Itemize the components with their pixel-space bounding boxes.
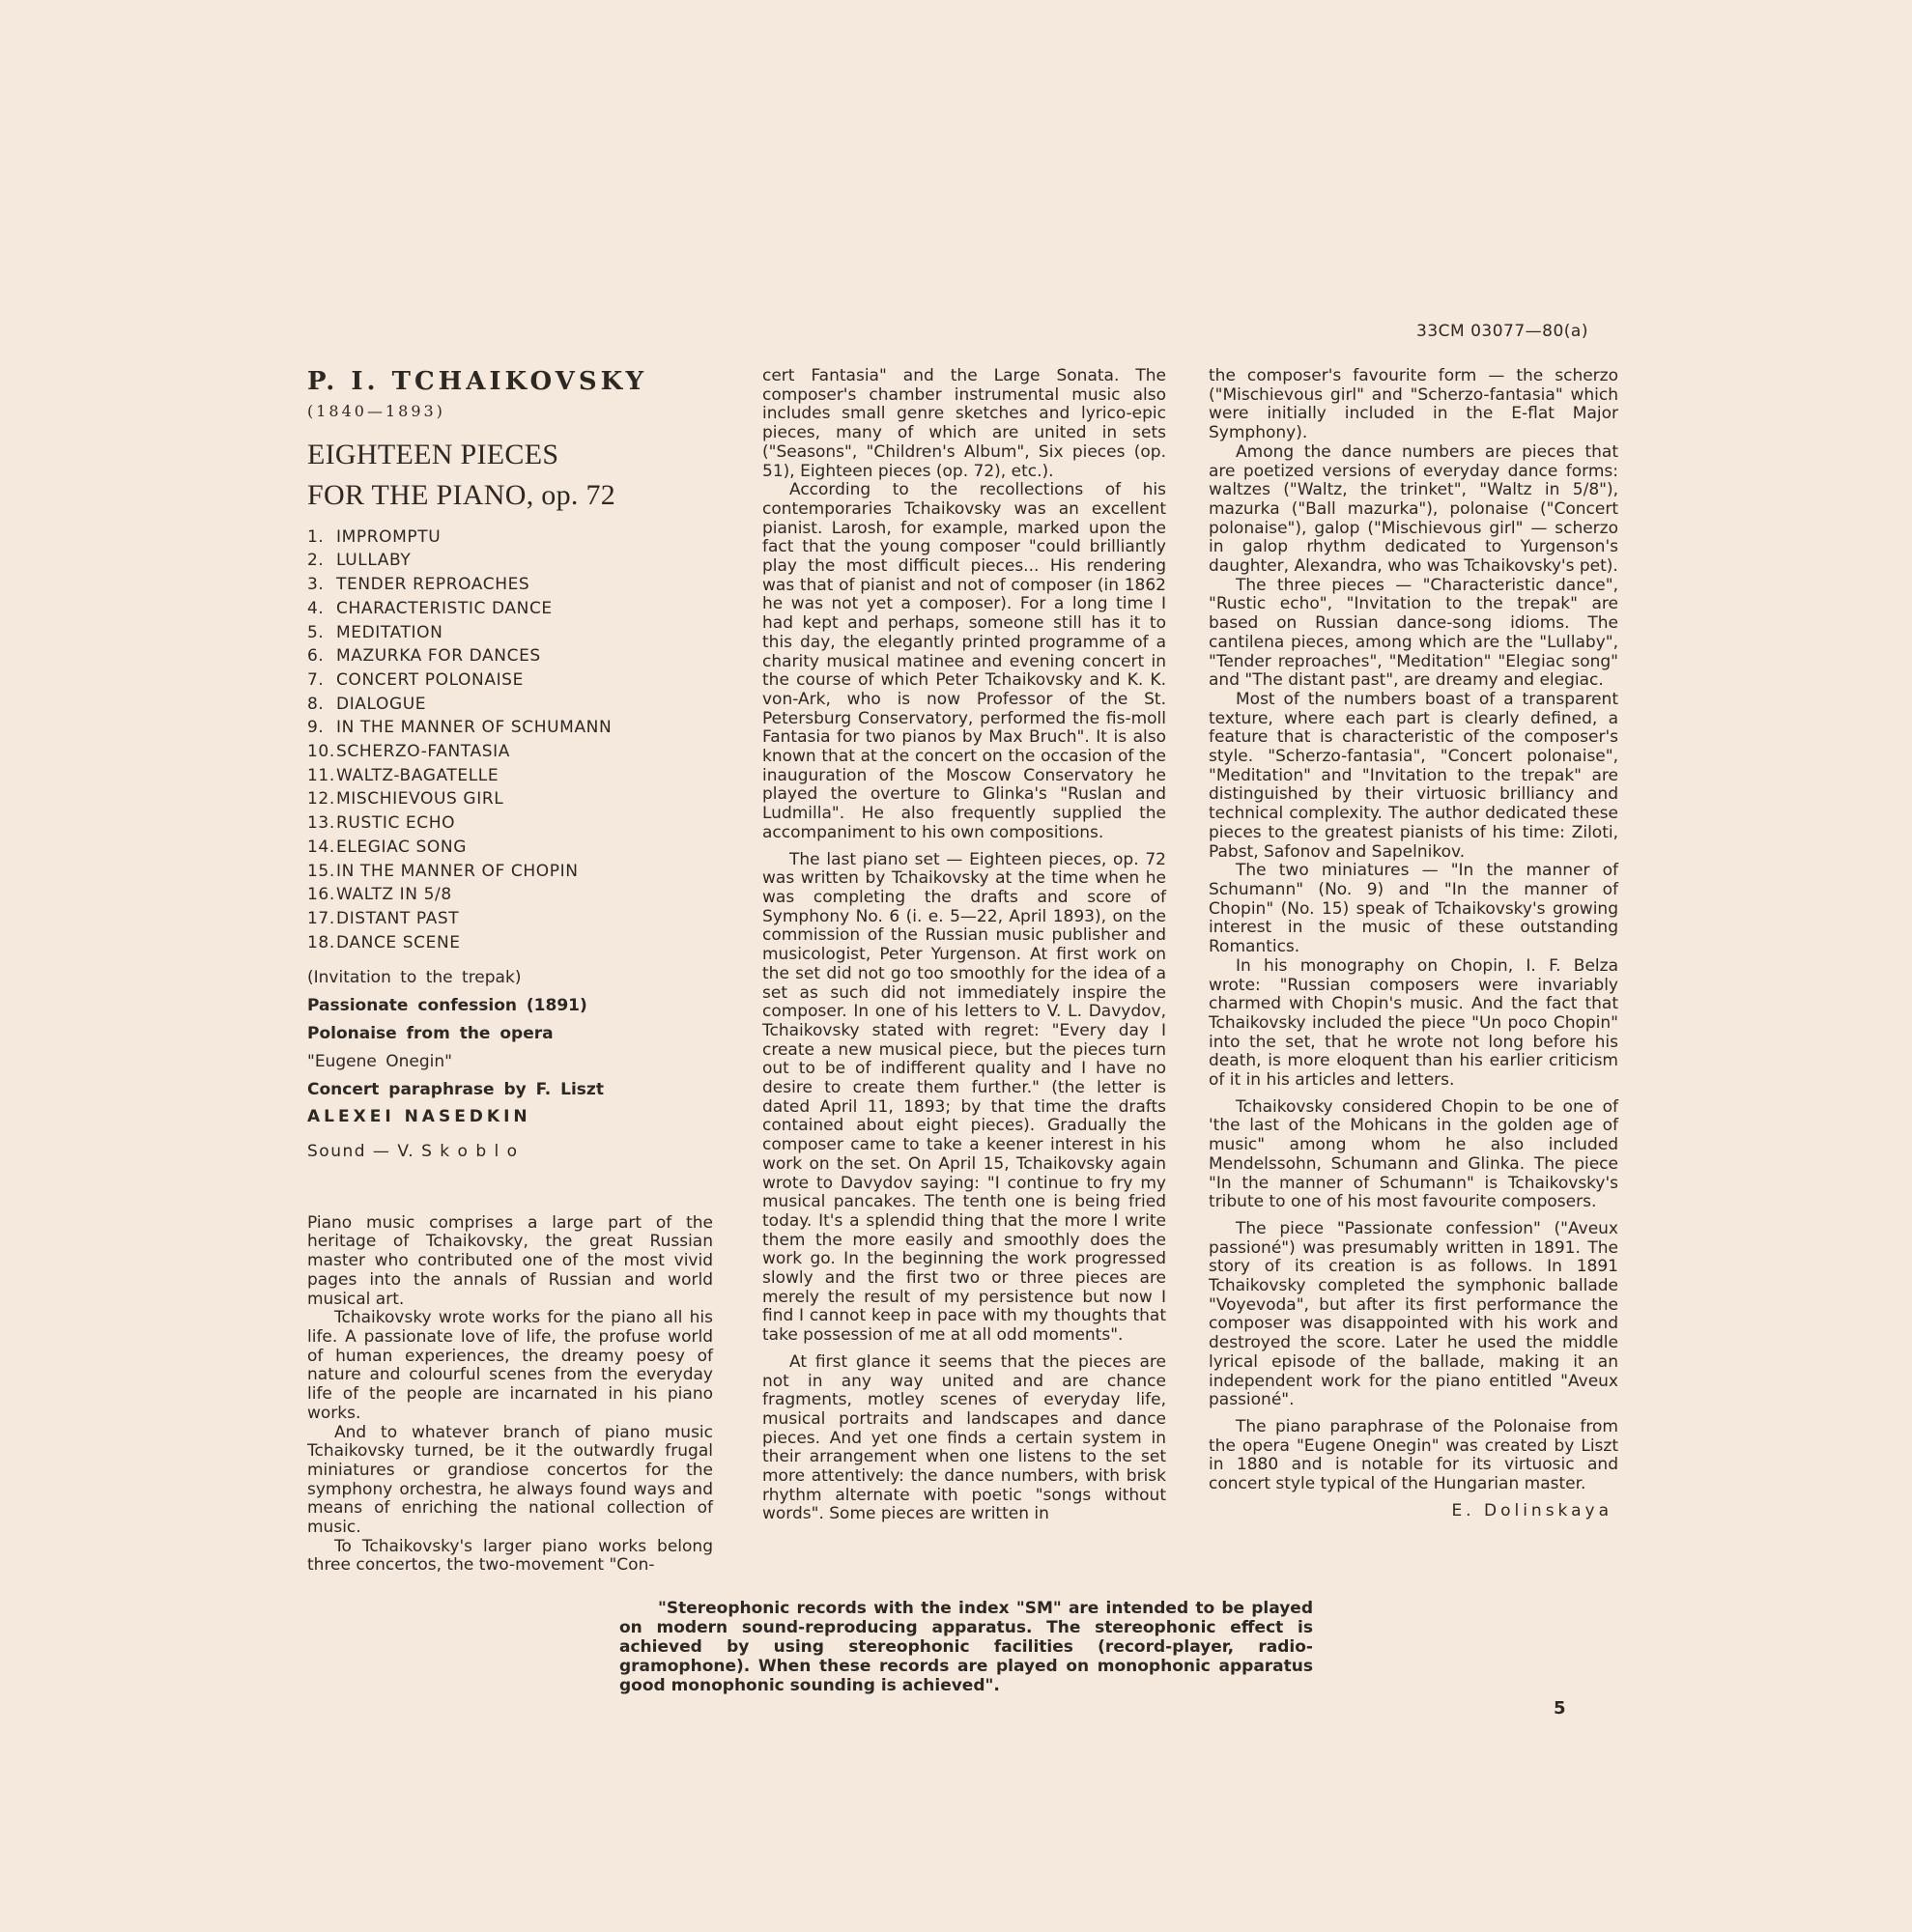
paragraph: Most of the numbers boast of a transparent texture, where each part is clearly defined, a feature that is characteristic of the composer's style. "Scherzo-fantasia", "Concert polonaise", "Meditation" and "Invitation to the trepak" are distinguished by their virtuosic brilliancy and technical complexity. The author dedicated these pieces to the greatest pianists of his time: Ziloti, Pabst, Safonov and Sapelnikov. xyxy=(1209,689,1618,862)
intro-text xyxy=(307,1214,713,1576)
paragraph: the composer's favourite form — the scherzo ("Mischievous girl" and "Scherzo-fantasia" which were initially included in the E-flat Major Symphony). xyxy=(1209,366,1618,443)
middle-column xyxy=(762,367,1166,1524)
track-item: 2. LULLABY xyxy=(307,551,412,571)
track-item: 6. MAZURKA FOR DANCES xyxy=(307,646,541,667)
track-list xyxy=(307,526,713,955)
paragraph: At first glance it seems that the pieces are not in any way united and are chance fragments, motley scenes of everyday life, musical portraits and landscapes and dance pieces. And yet one finds a certain system in their arrangement when one listens to the set more attentively: the dance numbers, with brisk rhythm alternate with poetic "songs without words". Some pieces are written in xyxy=(762,1351,1166,1524)
track-item: 14.ELEGIAC SONG xyxy=(307,837,468,857)
paragraph: cert Fantasia" and the Large Sonata. The composer's chamber instrumental music also includes small genre sketches and lyrico-epic pieces, many of which are united in sets ("Seasons", "Children's Album", Six pieces (op. 51), Eighteen pieces (op. 72), etc.). xyxy=(762,366,1166,481)
track-item: 10.SCHERZO-FANTASIA xyxy=(307,742,510,762)
paragraph: The last piano set — Eighteen pieces, op. 72 was written by Tchaikovsky at the time when he was completing the drafts and score of Symphony No. 6 (i. e. 5—22, April 1893), on the commission of the Russian music publisher and musicologist, Peter Yurgenson. At first work on the set did not go too smoothly for the idea of a set as such did not immediately inspire the composer. In one of his letters to V. L. Davydov, Tchaikovsky stated with regret: "Every day I create a new musical piece, but the pieces turn out to be of indifferent quality and I have no desire to create them further." (the letter is dated April 11, 1893; by that time the drafts contained about eight pieces). Gradually the composer came to take a keener interest in his work on the set. On April 15, Tchaikovsky again wrote to Davydov saying: "I continue to fry my musical pancakes. The tenth one is being fried today. It's a splendid thing that the more I write them the more easily and smoothly does the work go. In the beginning the work progressed slowly and the first two or three pieces are merely the result of my persistence but now I find I cannot keep in pace with my thoughts that take possession of me at all odd moments". xyxy=(762,849,1166,1346)
work-title-line-1: EIGHTEEN PIECES xyxy=(307,438,559,470)
track-item: 16.WALTZ IN 5/8 xyxy=(307,885,452,905)
passionate-confession: Passionate confession (1891) xyxy=(307,996,587,1016)
track-item: 3. TENDER REPROACHES xyxy=(307,575,530,595)
sound-credit: Sound — V. S k o b l o xyxy=(307,1142,519,1162)
track-item: 5. MEDITATION xyxy=(307,622,443,642)
paragraph: The piano paraphrase of the Polonaise from the opera "Eugene Onegin" was created by Liszt in 1880 and is notable for its virtuosic and concert style typical of the Hungarian master. xyxy=(1209,1416,1618,1494)
track-item: 13.RUSTIC ECHO xyxy=(307,813,456,834)
catalog-number: 33СМ 03077—80(a) xyxy=(1416,322,1588,341)
performer-name: ALEXEI NASEDKIN xyxy=(307,1107,531,1127)
polonaise-title: Polonaise from the opera xyxy=(307,1024,554,1044)
track-item: 4. CHARACTERISTIC DANCE xyxy=(307,598,553,618)
author-signature: E. Dolinskaya xyxy=(1451,1500,1612,1520)
opera-title: "Eugene Onegin" xyxy=(307,1052,452,1072)
track-item: 15.IN THE MANNER OF CHOPIN xyxy=(307,861,579,881)
track-item: 9. IN THE MANNER OF SCHUMANN xyxy=(307,718,613,738)
track-item: 11.WALTZ-BAGATELLE xyxy=(307,765,499,785)
invitation-note: (Invitation to the trepak) xyxy=(307,968,522,988)
work-title-line-2: FOR THE PIANO, op. 72 xyxy=(307,478,616,511)
paragraph: The piece "Passionate confession" ("Aveux passioné") was presumably written in 1891. The story of its creation is as follows. In 1891 Tchaikovsky completed the symphonic ballade "Voyevoda", but after its first performance the composer was disappointed with his work and destroyed the score. Later he used the middle lyrical episode of the ballade, making it an independent work for the piano entitled "Aveux passioné". xyxy=(1209,1218,1618,1410)
paragraph: And to whatever branch of piano music Tchaikovsky turned, be it the outwardly frugal miniatures or grandiose concertos for the symphony orchestra, he always found ways and means of enriching the national collection of music. xyxy=(307,1422,713,1538)
composer-dates: (1840—1893) xyxy=(307,402,445,420)
paragraph: The three pieces — "Characteristic dance", "Rustic echo", "Invitation to the trepak" are based on Russian dance-song idioms. The cantilena pieces, among which are the "Lullaby", "Tender reproaches", "Meditation" "Elegiac song" and "The distant past", are dreamy and elegiac. xyxy=(1209,575,1618,691)
left-column xyxy=(307,367,713,1576)
paragraph: Tchaikovsky wrote works for the piano all his life. A passionate love of life, the profuse world of human experiences, the dreamy poesy of nature and colourful scenes from the everyday life of the people are incarnated in his piano works. xyxy=(307,1308,713,1423)
additional-pieces xyxy=(307,964,713,1104)
work-title xyxy=(307,435,713,516)
composer-name: P. I. TCHAIKOVSKY xyxy=(307,367,648,396)
track-item: 7. CONCERT POLONAISE xyxy=(307,669,524,690)
page-number: 5 xyxy=(1554,1698,1566,1719)
track-item: 8. DIALOGUE xyxy=(307,694,427,714)
track-item: 1. IMPROMPTU xyxy=(307,526,442,547)
paragraph: To Tchaikovsky's larger piano works belong three concertos, the two-movement "Con- xyxy=(307,1536,713,1576)
right-column xyxy=(1209,367,1618,1520)
stereo-note: "Stereophonic records with the index "SM" are intended to be played on modern sound-reproducing apparatus. The stereophonic effect is achieved by using stereophonic facilities (record-player, radio-gramophone). When these records are played on monophonic apparatus good monophonic sounding is achieved". xyxy=(619,1599,1313,1695)
paragraph: The two miniatures — "In the manner of Schumann" (No. 9) and "In the manner of Chopin" (No. 15) speak of Tchaikovsky's growing interest in the music of these outstanding Romantics. xyxy=(1209,861,1618,957)
paragraph: In his monography on Chopin, I. F. Belza wrote: "Russian composers were invariably charmed with Chopin's music. And the fact that Tchaikovsky included the piece "Un poco Chopin" into the set, that he wrote not long before his death, is more eloquent than his earlier criticism of it in his articles and letters. xyxy=(1209,955,1618,1091)
track-item: 17.DISTANT PAST xyxy=(307,908,460,928)
paragraph: According to the recollections of his contemporaries Tchaikovsky was an excellent pianist. Larosh, for example, marked upon the fact that the young composer "could brilliantly play the most difficult pieces... His rendering was that of pianist and not of composer (in 1862 he was not yet a composer). For a long time I had kept and perhaps, someone still has it to this day, the elegantly printed programme of a charity musical matinee and evening concert in the course of which Peter Tchaikovsky and K. K. von-Ark, who is now Professor of the St. Petersburg Conservatory, performed the fis-moll Fantasia for two pianos by Max Bruch". It is also known that at the concert on the occasion of the inauguration of the Moscow Conservatory he played the overture to Glinka's "Ruslan and Ludmilla". He also frequently supplied the accompaniment to his own compositions. xyxy=(762,480,1166,842)
paragraph: Piano music comprises a large part of the heritage of Tchaikovsky, the great Russian master who contributed one of the most vivid pages into the annals of Russian and world musical art. xyxy=(307,1212,713,1309)
track-item: 12.MISCHIEVOUS GIRL xyxy=(307,789,504,810)
paragraph: Tchaikovsky considered Chopin to be one of 'the last of the Mohicans in the golden age of music" among whom he also included Mendelssohn, Schumann and Glinka. The piece "In the manner of Schumann" is Tchaikovsky's tribute to one of his most favourite composers. xyxy=(1209,1096,1618,1212)
paragraph: Among the dance numbers are pieces that are poetized versions of everyday dance forms: waltzes ("Waltz, the trinket", "Waltz in 5/8"), mazurka ("Ball mazurka"), polonaise ("Concert polonaise"), galop ("Mischievous girl" — scherzo in galop rhythm dedicated to Yurgenson's daughter, Alexandra, who was Tchaikovsky's pet). xyxy=(1209,441,1618,577)
track-item: 18.DANCE SCENE xyxy=(307,932,461,952)
paraphrase-credit: Concert paraphrase by F. Liszt xyxy=(307,1080,604,1100)
